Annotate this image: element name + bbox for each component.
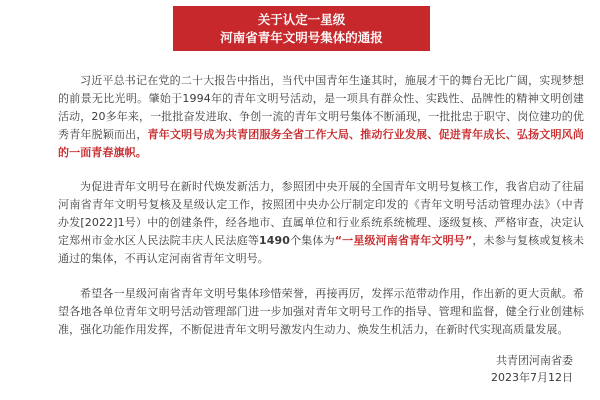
paragraph-hope [58, 285, 584, 339]
notice-body [58, 72, 584, 355]
hope-text: 希望各一星级河南省青年文明号集体珍惜荣誉，再接再厉，发挥示范带动作用，作出新的更大贡献。希望各地各单位青年文明号活动管理部门进一步加强对青年文明号工作的指导、管理和监督，健全行业创建标准，强化功能作用发挥，不断促进青年文明号激发内生动力、焕发生机活力，在新时代实现高质量发展。 [58, 287, 584, 336]
title-banner [173, 6, 430, 51]
title-line-2: 河南省青年文明号集体的通报 [220, 30, 383, 45]
paragraph-decision [58, 178, 584, 268]
signature-org: 共青团河南省委 [496, 354, 573, 367]
decision-highlight: “一星级河南省青年文明号” [334, 234, 473, 247]
title-line-1: 关于认定一星级 [257, 12, 346, 27]
collective-count: 1490 [259, 234, 291, 247]
decision-text-b: 个集体为 [290, 234, 335, 247]
signature-block [491, 352, 573, 386]
signature-date: 2023年7月12日 [491, 371, 573, 384]
intro-text: 习近平总书记在党的二十大报告中指出，当代中国青年生逢其时，施展才干的舞台无比广阔，实现梦想的前景无比光明。肇始于1994年的青年文明号活动，是一项具有群众性、实践性、品牌性的精神文明创建活动，20多年来，一批批奋发进取、争创一流的青年文明号集体不断涌现，一批批忠于职守、岗位建功的优秀青年脱颖而出， [58, 74, 584, 141]
intro-highlight: 青年文明号成为共青团服务全省工作大局、推动行业发展、促进青年成长、弘扬文明风尚的一面青春旗帜。 [58, 128, 584, 159]
decision-text-c: ，未参与复核或复核未通过的集体，不再认定河南省青年文明号。 [58, 234, 584, 265]
paragraph-intro [58, 72, 584, 162]
decision-text-a: 为促进青年文明号在新时代焕发新活力，参照团中央开展的全国青年文明号复核工作，我省启动了往届河南省青年文明号复核及星级认定工作，按照团中央办公厅制定印发的《青年文明号活动管理办法》（中青办发[2022]1号）中的创建条件，经各地市、直属单位和行业系统系统梳理、逐级复核、严格审查，决定认定郑州市金水区人民法院丰庆人民法庭等 [58, 180, 584, 247]
